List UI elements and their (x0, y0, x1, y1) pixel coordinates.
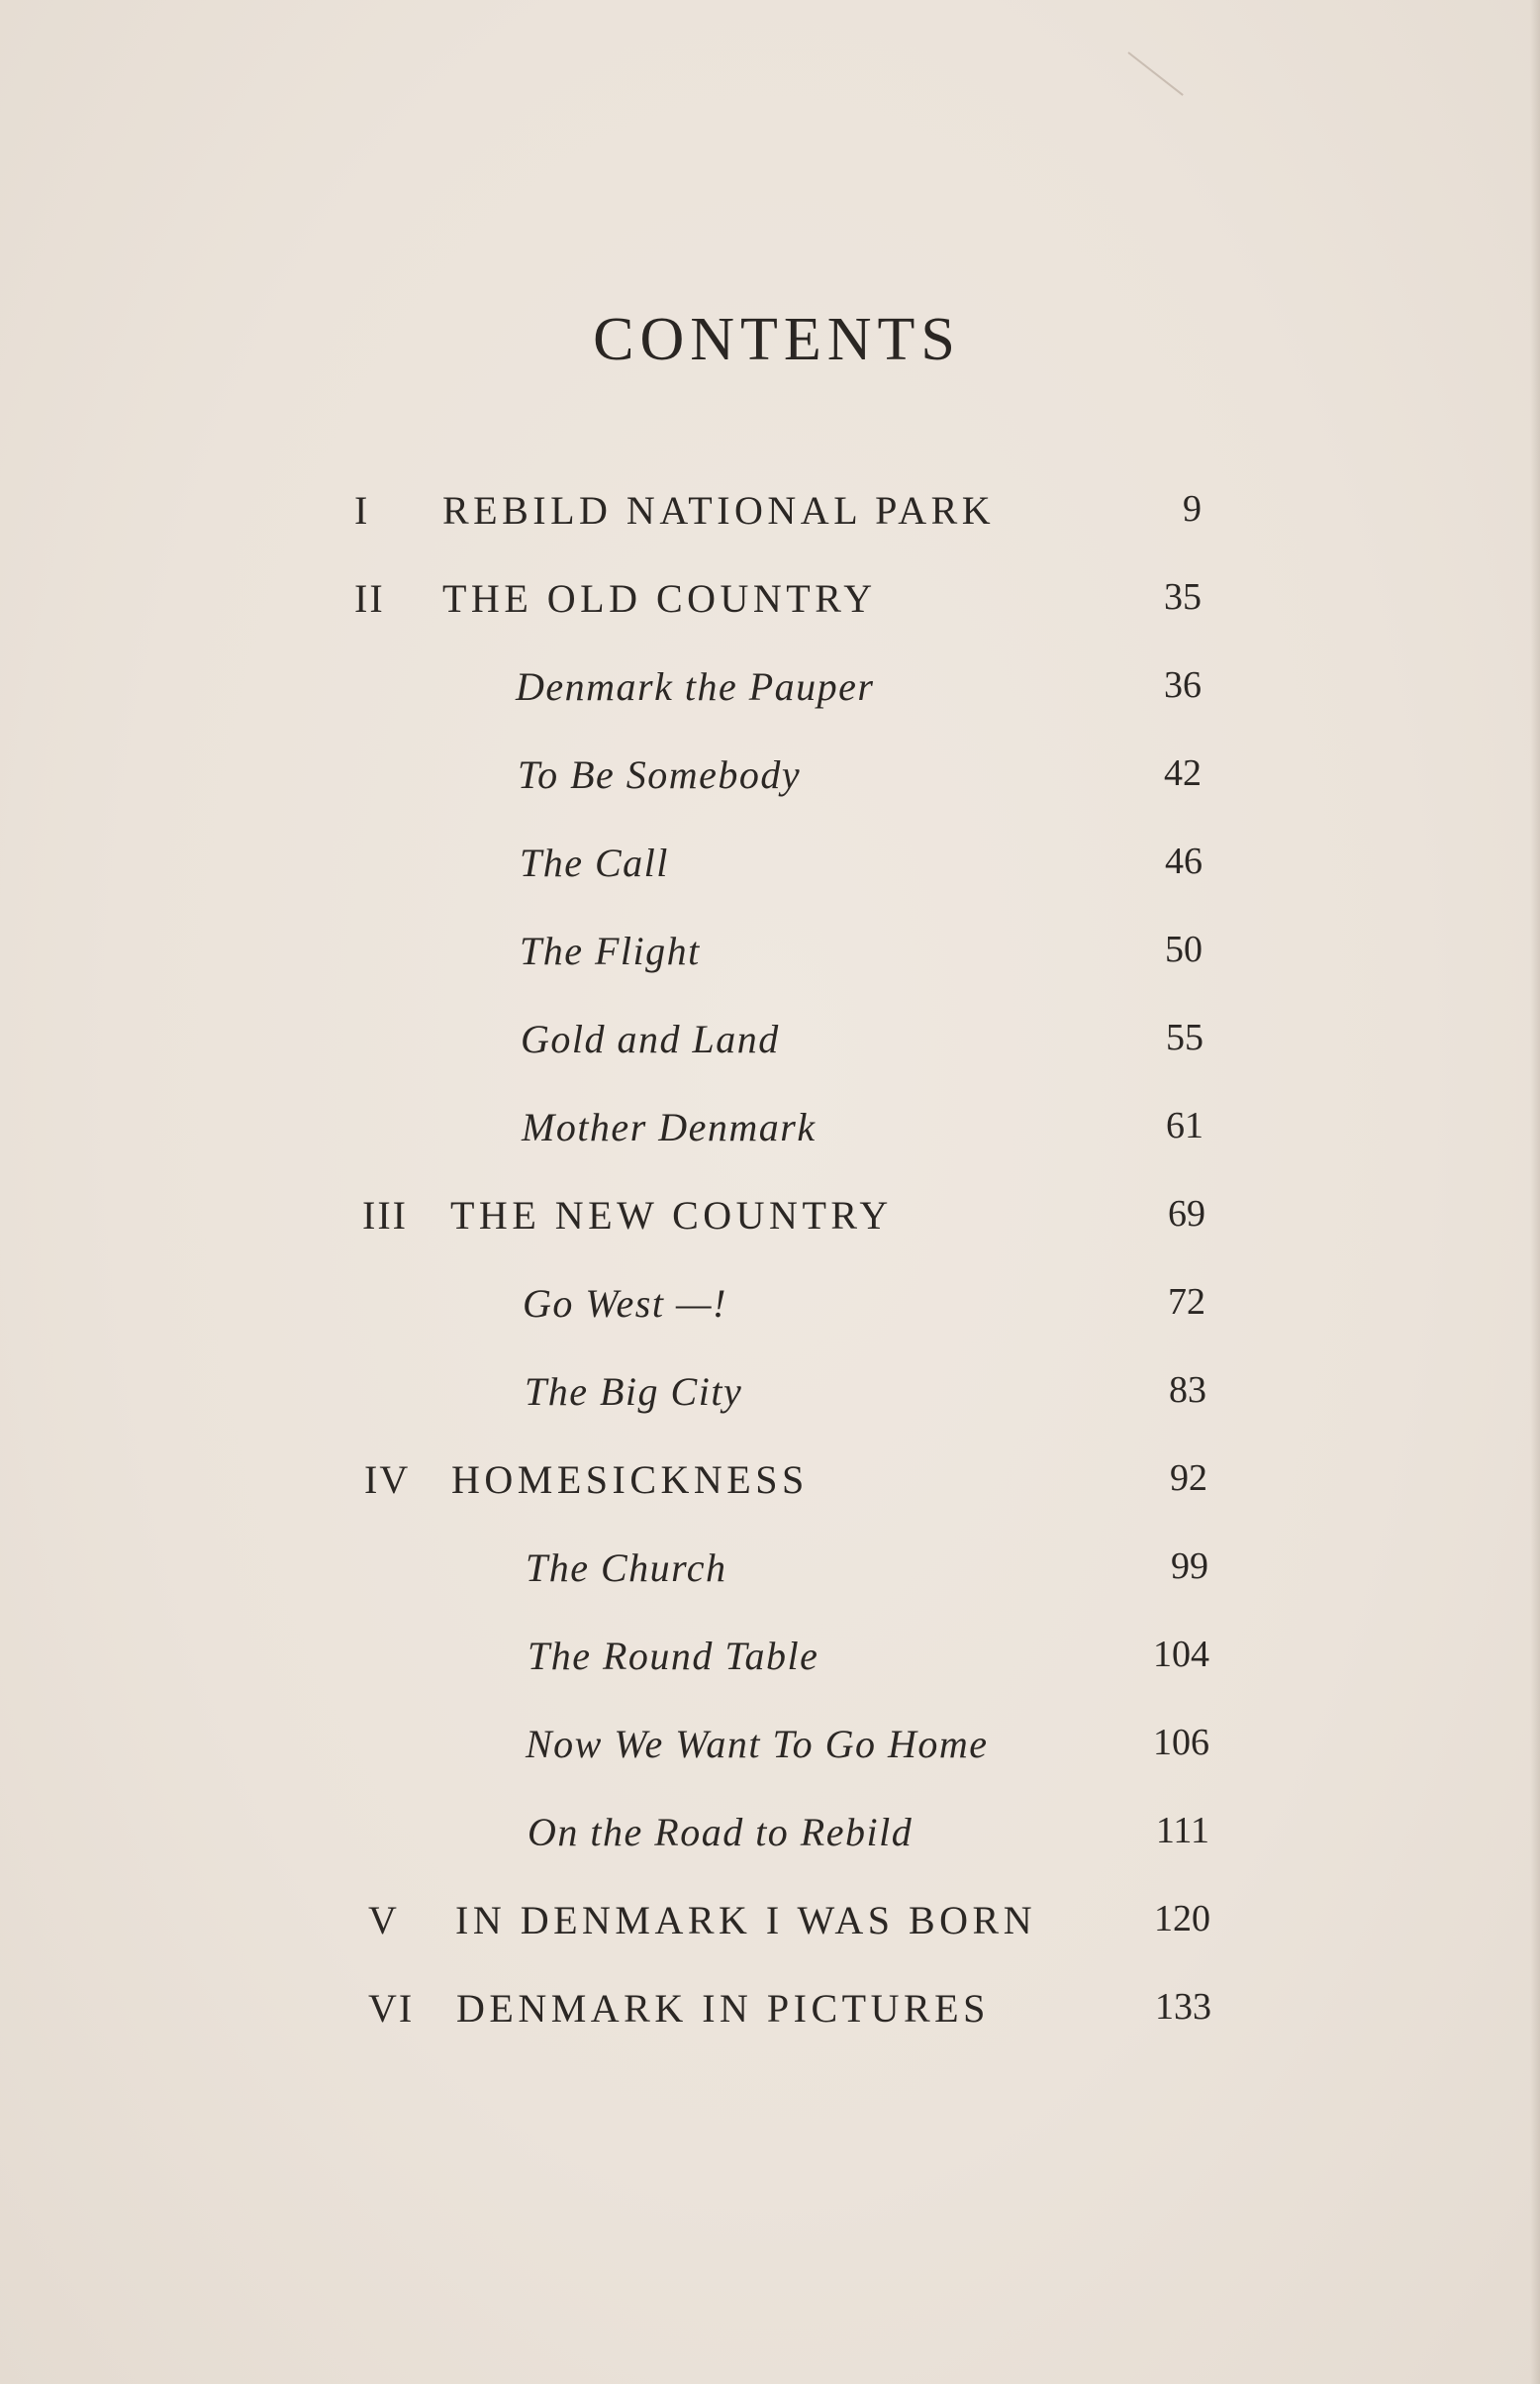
toc-entry (0, 1801, 1540, 1860)
section-title: Denmark the Pauper (516, 664, 875, 709)
page-number: 69 (1168, 1193, 1205, 1235)
section-title: The Big City (525, 1369, 743, 1414)
toc-entry (0, 832, 1540, 891)
section-title: On the Road to Rebild (528, 1810, 914, 1854)
section-title: The Church (526, 1545, 727, 1590)
chapter-numeral: III (362, 1193, 408, 1238)
section-title: The Flight (520, 929, 701, 973)
page-number: 42 (1164, 752, 1202, 794)
toc-entry (0, 567, 1540, 627)
toc-entry (0, 1625, 1540, 1684)
toc-entry (0, 1889, 1540, 1948)
page-number: 35 (1164, 576, 1202, 618)
section-title: To Be Somebody (518, 752, 802, 797)
chapter-title: DENMARK IN PICTURES (456, 1986, 990, 2031)
page-number: 133 (1155, 1986, 1211, 2028)
toc-entry (0, 1272, 1540, 1332)
page-number: 104 (1153, 1634, 1209, 1675)
section-title: Go West —! (523, 1281, 727, 1326)
toc-entry (0, 1448, 1540, 1508)
page-number: 92 (1170, 1457, 1207, 1499)
page-number: 61 (1166, 1105, 1203, 1146)
section-title: Now We Want To Go Home (526, 1722, 989, 1766)
chapter-numeral: IV (364, 1457, 411, 1502)
section-title: The Round Table (528, 1634, 819, 1678)
page-number: 120 (1154, 1898, 1210, 1939)
toc-entry (0, 744, 1540, 803)
section-title: Gold and Land (521, 1017, 780, 1061)
page-number: 106 (1153, 1722, 1209, 1763)
toc-entry (0, 1360, 1540, 1420)
chapter-title: REBILD NATIONAL PARK (442, 488, 996, 533)
toc-entry (0, 479, 1540, 539)
page-number: 55 (1166, 1017, 1203, 1058)
chapter-title: HOMESICKNESS (451, 1457, 809, 1502)
page-number: 83 (1169, 1369, 1206, 1411)
chapter-numeral: VI (368, 1986, 415, 2031)
toc-entry (0, 920, 1540, 979)
section-title: Mother Denmark (522, 1105, 817, 1149)
toc-entry (0, 1184, 1540, 1243)
toc-entry (0, 1096, 1540, 1155)
chapter-numeral: V (368, 1898, 399, 1942)
chapter-title: IN DENMARK I WAS BORN (455, 1898, 1037, 1942)
toc-entry (0, 655, 1540, 715)
page-number: 46 (1165, 841, 1203, 882)
page-number: 99 (1171, 1545, 1208, 1587)
page-number: 72 (1168, 1281, 1205, 1323)
toc-entry (0, 1008, 1540, 1067)
chapter-title: THE OLD COUNTRY (442, 576, 877, 621)
page-number: 9 (1183, 488, 1202, 530)
page-number: 50 (1165, 929, 1203, 970)
page-number: 111 (1155, 1810, 1209, 1851)
section-title: The Call (520, 841, 669, 885)
chapter-numeral: II (354, 576, 385, 621)
page-number: 36 (1164, 664, 1202, 706)
toc-entry (0, 1713, 1540, 1772)
page-title: CONTENTS (593, 306, 961, 373)
toc-entry (0, 1977, 1540, 2036)
toc-entry (0, 1537, 1540, 1596)
chapter-title: THE NEW COUNTRY (450, 1193, 893, 1238)
chapter-numeral: I (354, 488, 370, 533)
